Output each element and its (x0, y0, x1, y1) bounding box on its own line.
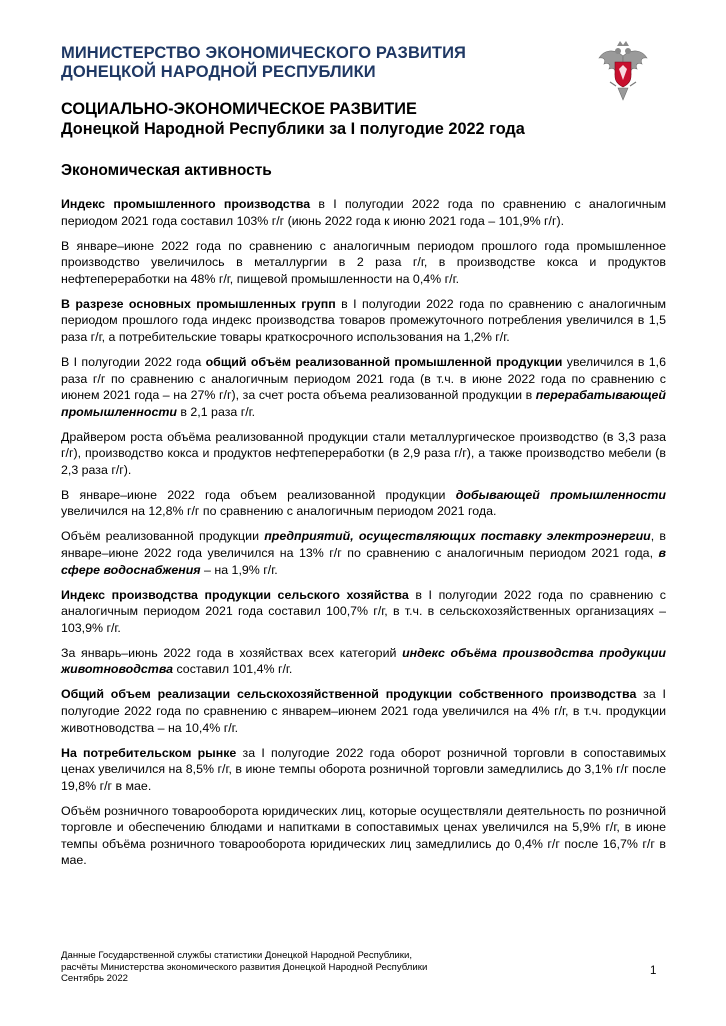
ministry-header (61, 44, 601, 82)
paragraph-text: В I полугодии 2022 года (61, 354, 206, 369)
paragraph-text: – на 1,9% г/г. (200, 562, 278, 577)
report-title (61, 99, 671, 139)
footer-line: Данные Государственной службы статистики Донецкой Народной Республики, (61, 950, 413, 961)
paragraph-growth-drivers (61, 429, 666, 479)
paragraph-retail-turnover (61, 803, 666, 869)
paragraph-text: , в январе–июне 2022 года увеличился на 13% г/г по сравнению с аналогичным периодом 2021 года, (61, 529, 667, 561)
bold-phrase: Общий объем реализации сельскохозяйственной продукции собственного производства (61, 687, 637, 702)
paragraph-livestock (61, 645, 666, 678)
paragraph-text: за I полугодие 2022 года оборот розничной торговли в сопоставимых ценах увеличился на 8,5% г/г, в июне темпы оборота розничной торговли замедлились до 3,1% г/г после 19,8% г/г в мае. (61, 745, 666, 793)
paragraph-sold-production (61, 354, 666, 420)
bold-phrase: Индекс промышленного производства (61, 197, 311, 211)
report-title-line2: Донецкой Народной Республики за I полугодие 2022 года (61, 120, 525, 138)
paragraph-text: За январь–июнь 2022 года в хозяйствах всех категорий (61, 645, 403, 660)
paragraph-mining (61, 487, 666, 520)
paragraph-agri-sales (61, 686, 666, 736)
paragraph-text: в I полугодии 2022 года по сравнению с аналогичным периодом прошлого года индекс производства товаров промежуточного потребления увеличился в 1,5 раза г/г, а потребительские товары краткосрочного использования на 1,2% г/г. (61, 296, 666, 344)
paragraph-text: Объём розничного товарооборота юридических лиц, которые осуществляли деятельность по розничной торговле и обеспечению блюдами и напитками в сопоставимых ценах увеличился на 5,9% г/г, в июне темпы объёма розничного товарооборота юридических лиц замедлились до 0,4% г/г после 16,7% г/г в мае. (61, 803, 666, 868)
paragraph-electricity (61, 528, 666, 578)
bold-italic-phrase: предприятий, осуществляющих поставку электроэнергии (264, 529, 651, 544)
bold-phrase: На потребительском рынке (61, 745, 237, 760)
footer-line: расчёты Министерства экономического развития Донецкой Народной Республики (61, 961, 428, 973)
paragraph-text: В январе–июне 2022 года объем реализованной продукции (61, 487, 456, 502)
bold-phrase: общий объём реализованной промышленной продукции (205, 354, 563, 369)
paragraph-consumer-market (61, 745, 666, 795)
ministry-name-line1: МИНИСТЕРСТВО ЭКОНОМИЧЕСКОГО РАЗВИТИЯ (61, 44, 467, 62)
paragraph-text: В январе–июне 2022 года по сравнению с аналогичным периодом прошлого года промышленное производство увеличилось в металлургии в 2 раза г/г, в производстве кокса и продуктов нефтепереработки на 48% г/г, пищевой промышленности на 0,4% г/г. (61, 238, 666, 286)
footer-date: Сентябрь 2022 (61, 973, 128, 984)
paragraph-text: Объём реализованной продукции (61, 529, 265, 544)
document-body (61, 196, 666, 877)
paragraph-text: увеличился на 12,8% г/г по сравнению с аналогичным периодом 2021 года. (61, 504, 497, 519)
bold-phrase: В разрезе основных промышленных групп (61, 296, 336, 311)
paragraph-text: в I полугодии 2022 года по сравнению с аналогичным периодом 2021 года составил 100,7% г/г, в т.ч. в сельскохозяйственных организациях – 103,9% г/г. (61, 587, 666, 635)
footer-source-note (61, 950, 561, 985)
coat-of-arms-icon (596, 38, 650, 104)
paragraph-text: Драйвером роста объёма реализованной продукции стали металлургическое производство (в 3,3 раза г/г), производство кокса и продуктов нефтепереработки (в 2,9 раза г/г), а также производство мебели (в 2,3 раза г/г). (61, 429, 666, 477)
paragraph-text: составил 101,4% г/г. (173, 662, 293, 677)
section-heading: Экономическая активность (61, 162, 272, 179)
bold-italic-phrase: в сфере водоснабжения (61, 546, 666, 577)
paragraph-industrial-index (61, 196, 666, 229)
paragraph-industrial-sectors (61, 238, 666, 288)
bold-italic-phrase: индекс объёма производства продукции животноводства (61, 645, 666, 677)
paragraph-text: увеличился в 1,6 раза г/г по сравнению с аналогичным периодом 2021 года (в т.ч. в июне 2022 года по сравнению с июнем 2021 года – на 27% г/г), за счет роста объема реализованной продукции в (61, 354, 666, 403)
paragraph-agriculture-index (61, 587, 666, 637)
paragraph-text: в I полугодии 2022 года по сравнению с аналогичным периодом 2021 года составил 103% г/г (июнь 2022 года к июню 2021 года – 101,9% г/г). (61, 197, 666, 228)
bold-phrase: Индекс производства продукции сельского хозяйства (61, 587, 409, 602)
paragraph-industrial-groups (61, 296, 666, 346)
paragraph-text: за I полугодие 2022 года по сравнению с январем–июнем 2021 года увеличился на 4% г/г, в т.ч. продукции животноводства – на 10,4% г/г. (61, 687, 666, 735)
report-title-line1: СОЦИАЛЬНО-ЭКОНОМИЧЕСКОЕ РАЗВИТИЕ (61, 100, 417, 118)
bold-italic-phrase: перерабатывающей промышленности (61, 388, 666, 419)
page-number: 1 (650, 965, 657, 977)
ministry-name-line2: ДОНЕЦКОЙ НАРОДНОЙ РЕСПУБЛИКИ (61, 63, 376, 81)
paragraph-text: в 2,1 раза г/г. (176, 404, 256, 419)
bold-italic-phrase: добывающей промышленности (455, 487, 666, 502)
